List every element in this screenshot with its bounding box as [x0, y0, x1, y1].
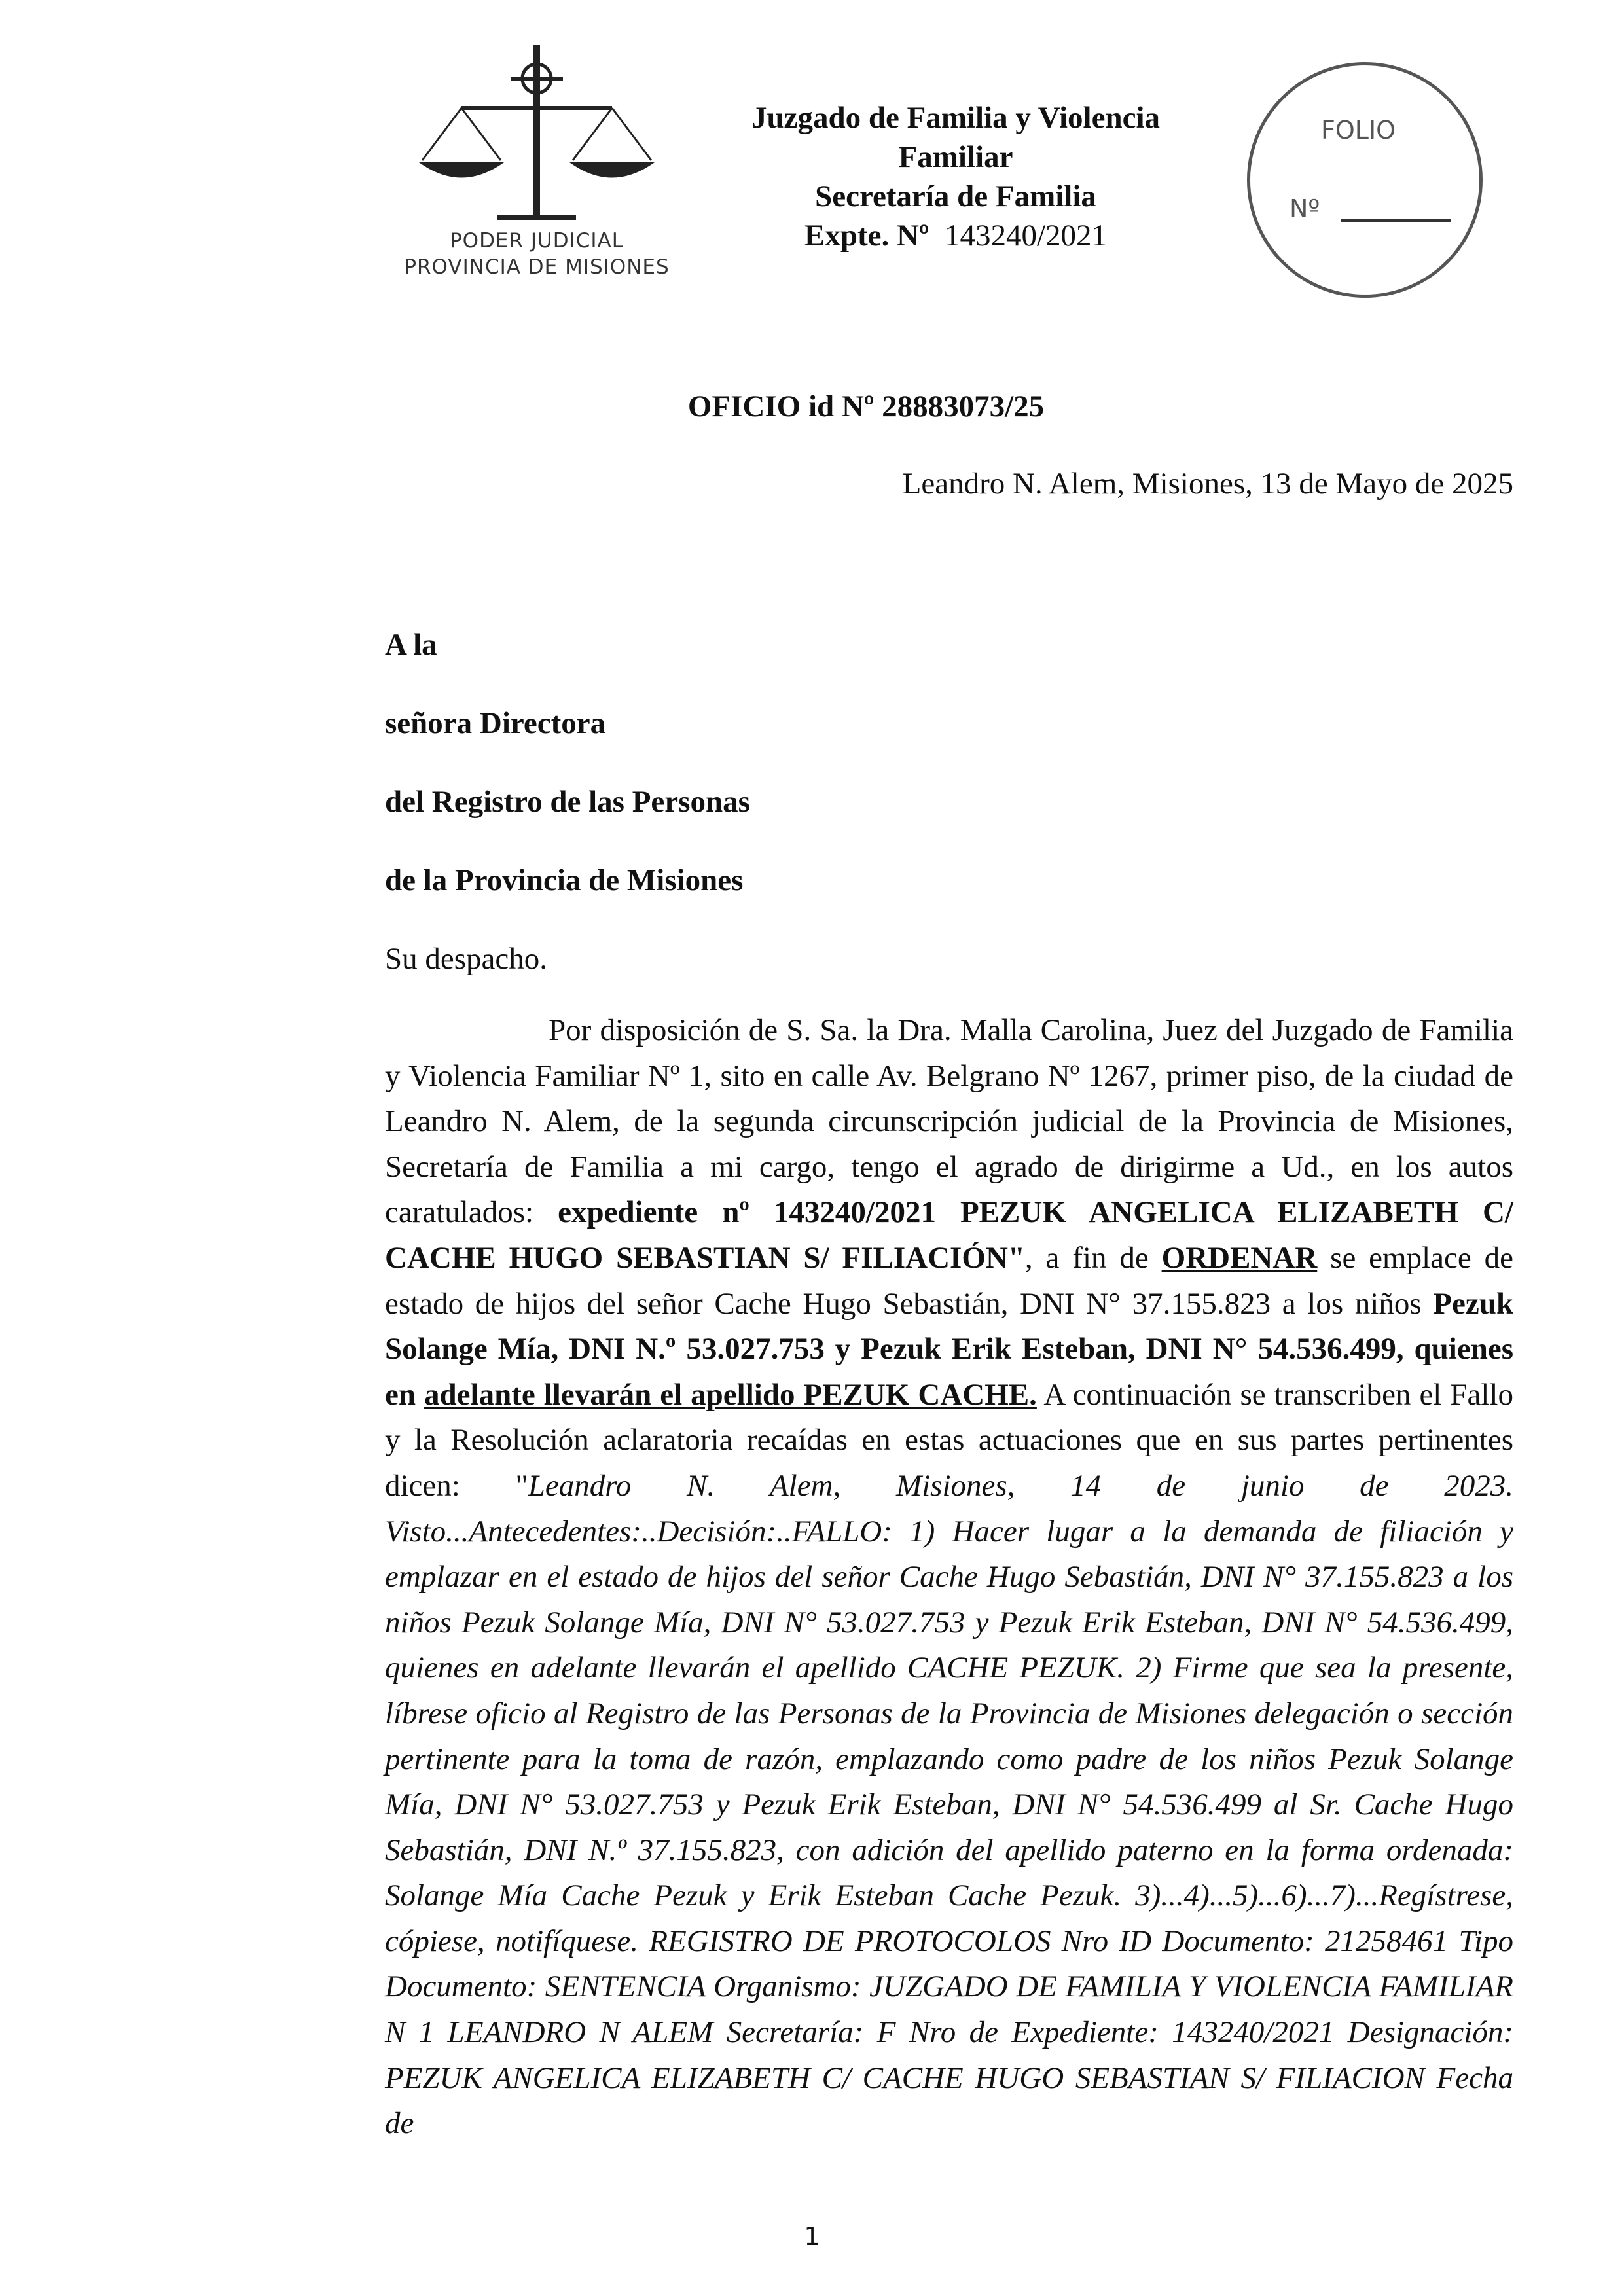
addressee-line5: Su despacho.: [385, 942, 548, 976]
logo-text-line2: PROVINCIA DE MISIONES: [404, 255, 670, 279]
oficio-title-text: OFICIO id Nº 28883073/25: [687, 389, 1045, 423]
body-segment-surname: adelante llevarán el apellido PEZUK CACHE.: [424, 1377, 1037, 1412]
folio-circle: [1247, 62, 1483, 298]
court-header: [694, 98, 1218, 255]
addressee-line1: A la: [385, 628, 437, 662]
addressee-line4: de la Provincia de Misiones: [385, 863, 744, 897]
addressee-line3: del Registro de las Personas: [385, 785, 750, 819]
body-segment-5: se emplace de estado de hijos del señor Cache Hugo Sebastián, DNI N° 37.155.823 a los niños: [385, 1240, 1513, 1321]
poder-judicial-logo: [399, 39, 674, 295]
body-text: [385, 1008, 1513, 2147]
oficio-title: [0, 389, 1624, 424]
court-name-line2: Familiar: [898, 140, 1013, 174]
addressee-line2: señora Directora: [385, 706, 606, 740]
secretaria-line: Secretaría de Familia: [815, 179, 1096, 213]
folio-number-blank: [1341, 219, 1451, 222]
body-segment-3: , a fin de: [1024, 1240, 1162, 1275]
expte-label: Expte. Nº: [804, 219, 929, 253]
court-name-line1: Juzgado de Familia y Violencia: [751, 101, 1161, 135]
addressee-block: [385, 625, 750, 1018]
body-paragraph: [385, 1008, 1513, 2147]
expte-number: 143240/2021: [944, 219, 1108, 253]
scales-of-justice-icon: [399, 39, 674, 255]
body-segment-expediente: expediente nº 143240/2021 PEZUK ANGELICA ELIZABETH C/ CACHE HUGO SEBASTIAN S/ FILIACIÓN": [385, 1195, 1513, 1275]
logo-text-line1: PODER JUDICIAL: [449, 229, 624, 253]
body-segment-8: A continuación se transcriben el Fallo y la Resolución aclaratoria recaídas en estas actuaciones que en sus partes pertinentes dicen: ": [385, 1377, 1513, 1503]
body-segment-1: Por disposición de S. Sa. la Dra. Malla Carolina, Juez del Juzgado de Familia y Violencia Familiar Nº 1, sito en calle Av. Belgrano Nº 1267, primer piso, de la ciudad de Leandro N. Alem, de la segunda circunscripción judicial de la Provincia de Misiones, Secretaría de Familia a mi cargo, tengo el agrado de dirigirme a Ud., en los autos caratulados:: [385, 1013, 1513, 1230]
body-segment-ordenar: ORDENAR: [1161, 1240, 1318, 1275]
body-segment-fallo: Leandro N. Alem, Misiones, 14 de junio de 2023. Visto...Antecedentes:..Decisión:..FALLO: 1) Hacer lugar a la demanda de filiación y emplazar en el estado de hijos del señor Cache Hugo Sebastián, DNI N° 37.155.823 a los niños Pezuk Solange Mía, DNI N° 53.027.753 y Pezuk Erik Esteban, DNI N° 54.536.499, quienes en adelante llevarán el apellido CACHE PEZUK. 2) Firme que sea la presente, líbrese oficio al Registro de las Personas de la Provincia de Misiones delegación o sección pertinente para la toma de razón, emplazando como padre de los niños Pezuk Solange Mía, DNI N° 53.027.753 y Pezuk Erik Esteban, DNI N° 54.536.499 al Sr. Cache Hugo Sebastián, DNI N.º 37.155.823, con adición del apellido paterno en la forma ordenada: Solange Mía Cache Pezuk y Erik Esteban Cache Pezuk. 3)...4)...5)...6)...7)...Regístrese, cópiese, notifíquese. REGISTRO DE PROTOCOLOS Nro ID Documento: 21258461 Tipo Documento: SENTENCIA Organismo: JUZGADO DE FAMILIA Y VIOLENCIA FAMILIAR N 1 LEANDRO N ALEM Secretaría: F Nro de Expediente: 143240/2021 Designación: PEZUK ANGELICA ELIZABETH C/ CACHE HUGO SEBASTIAN S/ FILIACION Fecha de: [385, 1468, 1513, 2141]
expte-line: [694, 216, 1218, 255]
page-number: 1: [804, 2222, 820, 2251]
date-line: Leandro N. Alem, Misiones, 13 de Mayo de 2025: [902, 467, 1513, 501]
folio-stamp: [1247, 62, 1489, 304]
folio-label: FOLIO: [1321, 116, 1396, 145]
folio-number-label: Nº: [1290, 194, 1320, 223]
body-segment-children: Pezuk Solange Mía, DNI N.º 53.027.753 y Pezuk Erik Esteban, DNI N° 54.536.499, quienes en: [385, 1286, 1513, 1412]
